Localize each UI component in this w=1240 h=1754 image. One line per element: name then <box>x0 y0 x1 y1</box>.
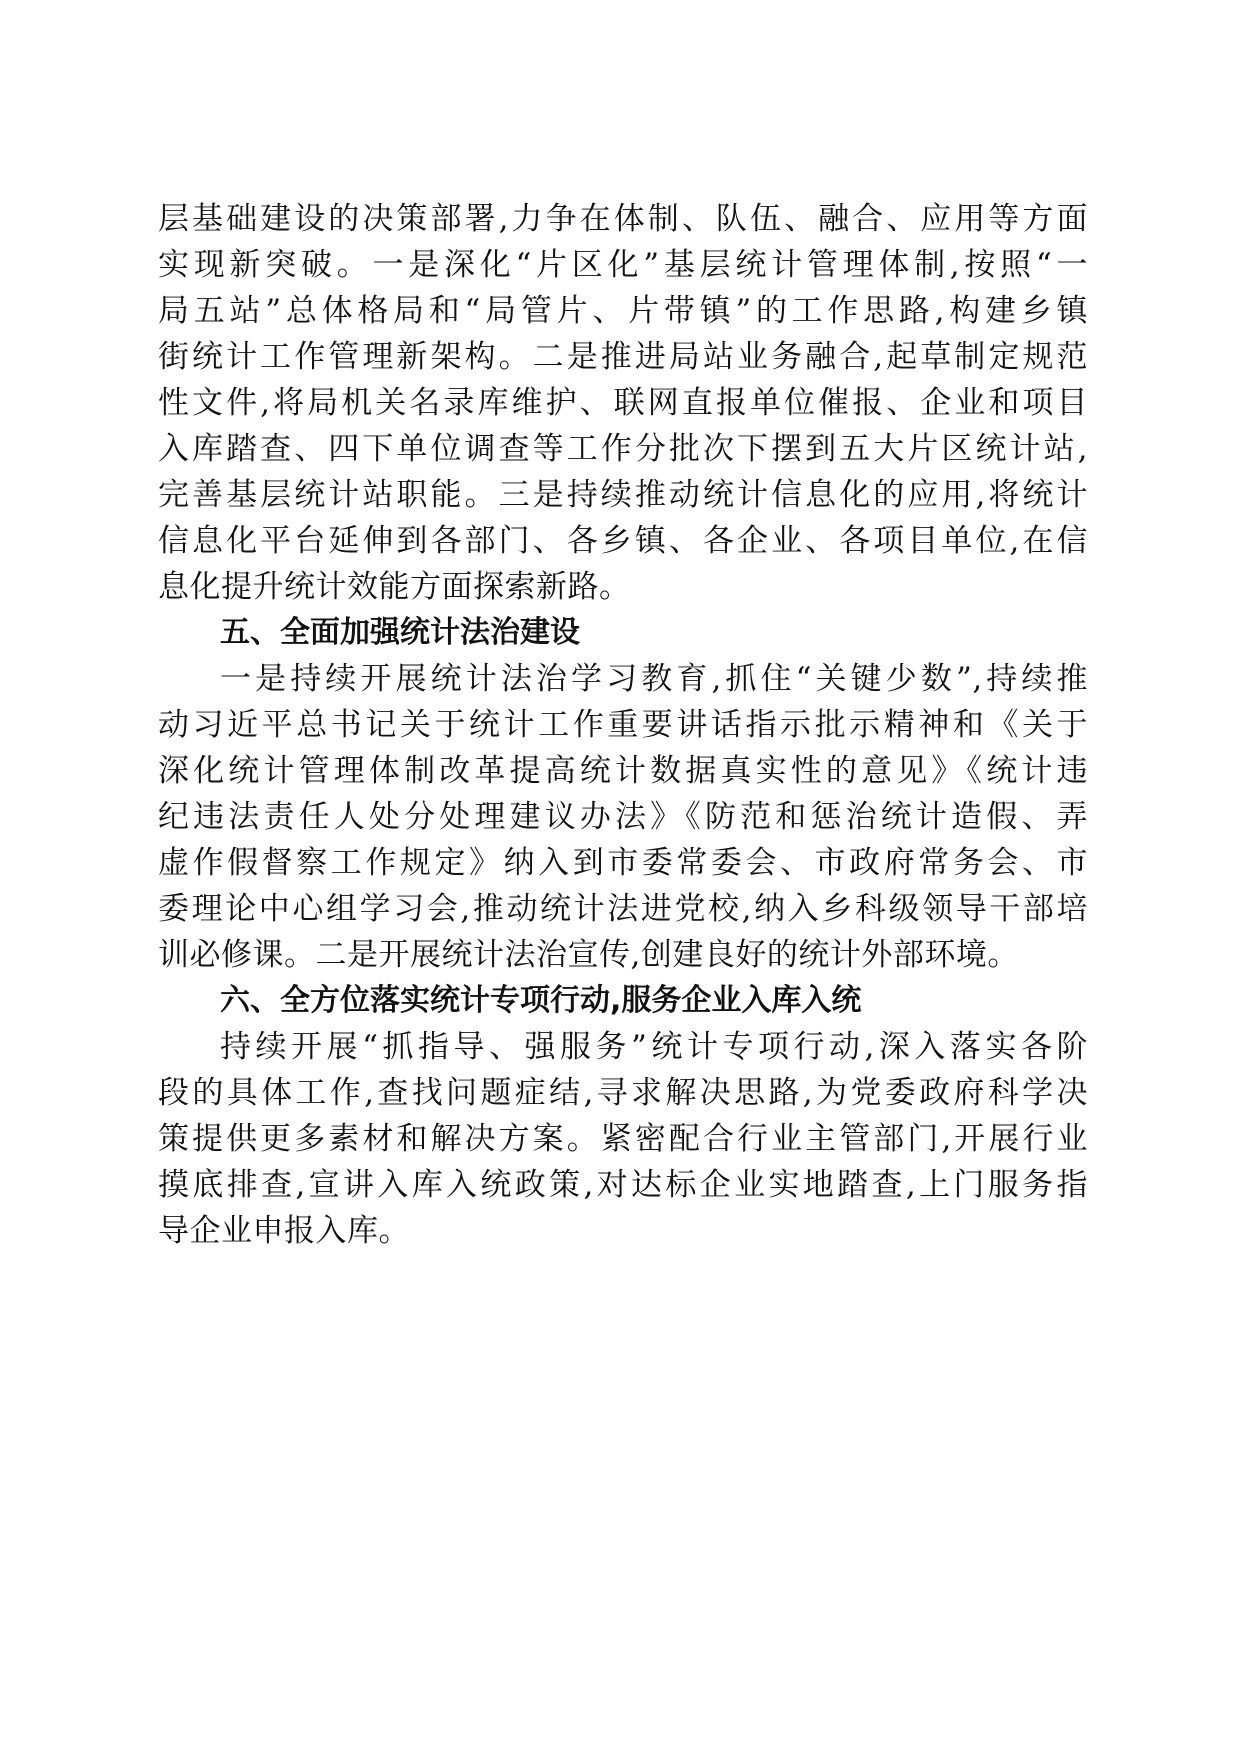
text-line: 街统计工作管理新架构。二是推进局站业务融合,起草制定规范 <box>158 339 1088 375</box>
text-line: 信息化平台延伸到各部门、各乡镇、各企业、各项目单位,在信 <box>158 523 1088 559</box>
text-line: 一是持续开展统计法治学习教育,抓住“关键少数”,持续推 <box>220 661 1088 697</box>
paragraph-grassroots-building <box>158 196 1088 610</box>
text-line: 完善基层统计站职能。三是持续推动统计信息化的应用,将统计 <box>158 477 1088 513</box>
text-line: 息化提升统计效能方面探索新路。 <box>158 569 631 605</box>
text-line: 训必修课。二是开展统计法治宣传,创建良好的统计外部环境。 <box>158 937 1019 973</box>
paragraph-rule-of-law <box>158 656 1088 978</box>
section-heading-rule-of-law: 五、全面加强统计法治建设 <box>220 615 580 650</box>
text-line: 入库踏查、四下单位调查等工作分批次下摆到五大片区统计站, <box>158 431 1088 467</box>
text-line: 导企业申报入库。 <box>158 1213 410 1249</box>
text-line: 委理论中心组学习会,推动统计法进党校,纳入乡科级领导干部培 <box>158 891 1088 927</box>
document-page <box>158 196 1088 1254</box>
paragraph-special-action <box>158 1024 1088 1254</box>
text-line: 段的具体工作,查找问题症结,寻求解决思路,为党委政府科学决 <box>158 1075 1088 1111</box>
text-line: 性文件,将局机关名录库维护、联网直报单位催报、企业和项目 <box>158 385 1088 421</box>
text-line: 持续开展“抓指导、强服务”统计专项行动,深入落实各阶 <box>220 1029 1088 1065</box>
text-line: 摸底排查,宣讲入库入统政策,对达标企业实地踏查,上门服务指 <box>158 1167 1088 1203</box>
text-line: 纪违法责任人处分处理建议办法》《防范和惩治统计造假、弄 <box>158 799 1088 835</box>
text-line: 动习近平总书记关于统计工作重要讲话指示批示精神和《关于 <box>158 707 1088 743</box>
text-line: 实现新突破。一是深化“片区化”基层统计管理体制,按照“一 <box>158 247 1088 283</box>
section-heading-special-action: 六、全方位落实统计专项行动,服务企业入库入统 <box>220 983 862 1018</box>
text-line: 深化统计管理体制改革提高统计数据真实性的意见》《统计违 <box>158 753 1088 789</box>
text-line: 虚作假督察工作规定》纳入到市委常委会、市政府常务会、市 <box>158 845 1088 881</box>
text-line: 策提供更多素材和解决方案。紧密配合行业主管部门,开展行业 <box>158 1121 1088 1157</box>
text-line: 局五站”总体格局和“局管片、片带镇”的工作思路,构建乡镇 <box>158 293 1088 329</box>
text-line: 层基础建设的决策部署,力争在体制、队伍、融合、应用等方面 <box>158 201 1088 237</box>
